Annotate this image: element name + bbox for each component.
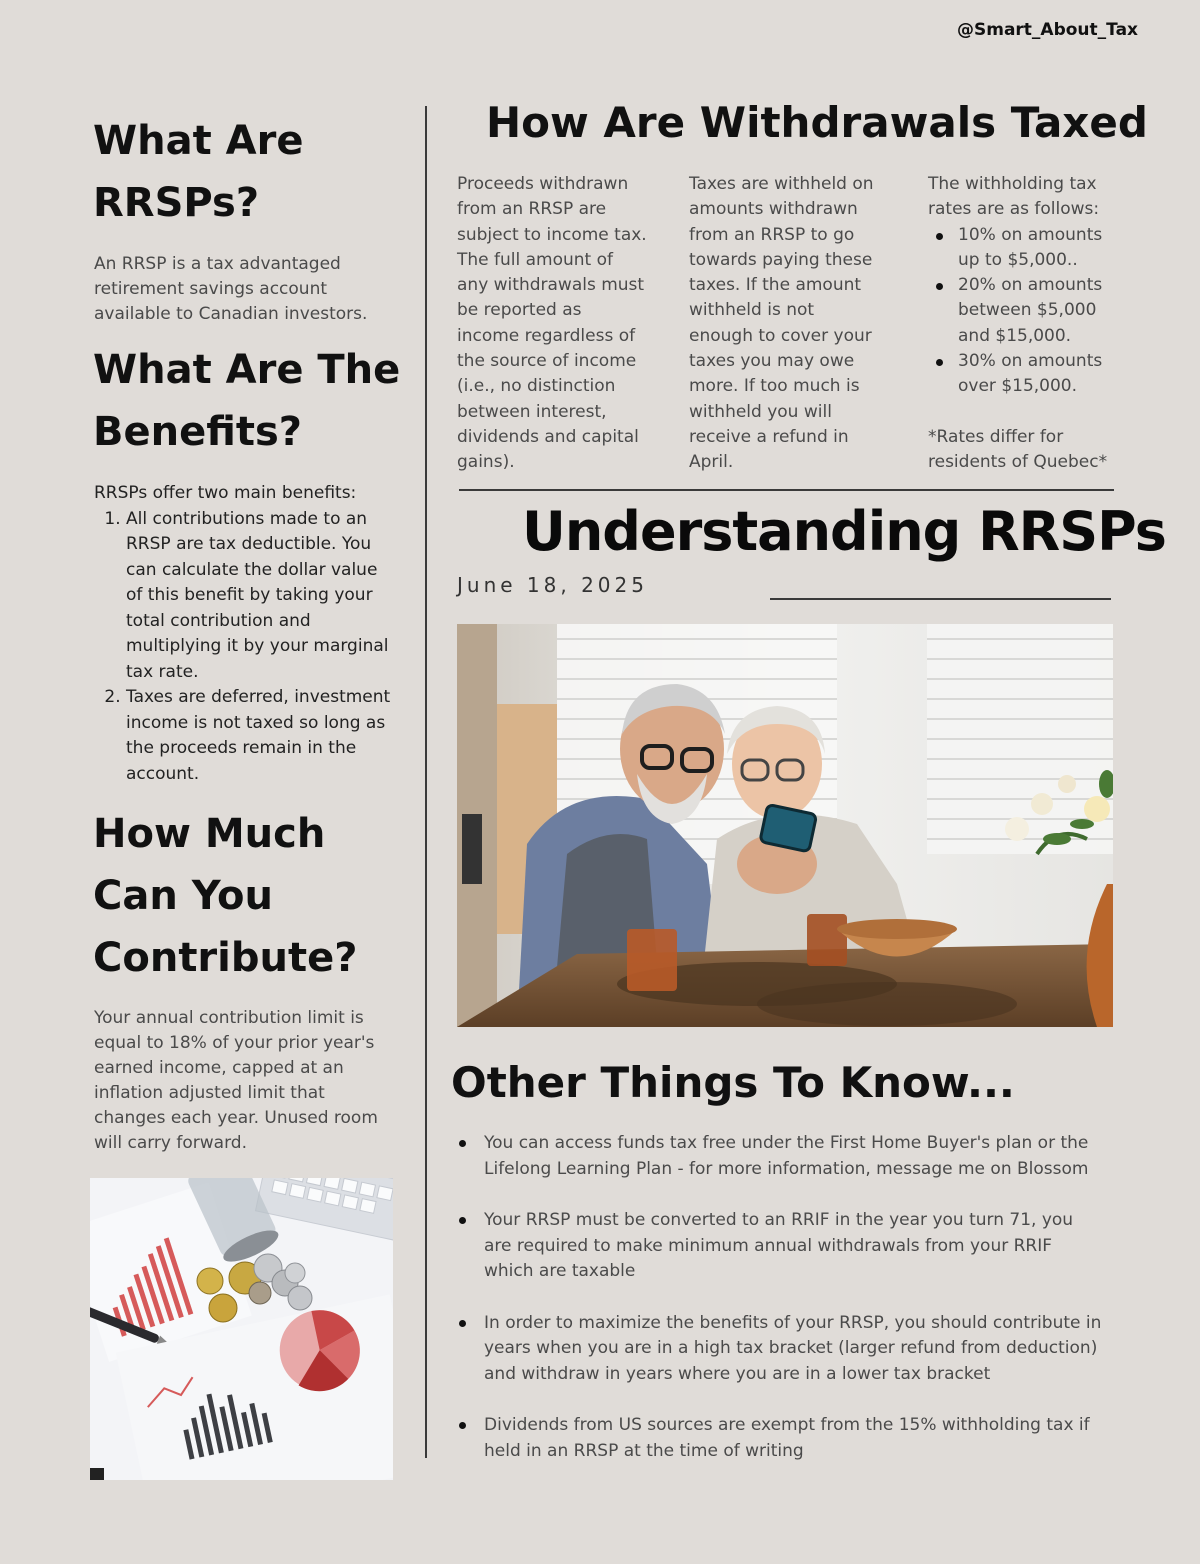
withdrawals-col3	[928, 172, 1118, 475]
coins-chart-photo	[90, 1178, 393, 1480]
heading-line: What Are The	[93, 347, 401, 393]
heading-line: What Are	[93, 118, 304, 164]
date-underline	[770, 598, 1111, 600]
list-item: 20% on amounts between $5,000 and $15,000.	[958, 273, 1118, 349]
benefits-list	[94, 507, 394, 788]
list-item: In order to maximize the benefits of your RRSP, you should contribute in years when you are in a high tax bracket (larger refund from deduction) and withdraw in years where you are in a lower tax bracket	[484, 1311, 1102, 1388]
seniors-phone-photo	[457, 624, 1113, 1027]
rates-list	[928, 223, 1118, 400]
list-item: Dividends from US sources are exempt from the 15% withholding tax if held in an RRSP at the time of writing	[484, 1413, 1102, 1464]
contribute-body: Your annual contribution limit is equal to 18% of your prior year's earned income, capped at an inflation adjusted limit that changes each year. Unused room will carry forward.	[94, 1008, 378, 1153]
heading-line: How Much	[93, 811, 326, 857]
section-what-are-rrsps	[93, 110, 393, 234]
publish-date: June 18, 2025	[457, 573, 648, 597]
heading-withdrawals: How Are Withdrawals Taxed	[486, 98, 1148, 147]
list-item: 1. All contributions made to an RRSP are tax deductible. You can calculate the dollar value of this benefit by taking your total contribution and multiplying it by your marginal tax rate.	[126, 507, 394, 686]
list-item: 2. Taxes are deferred, investment income is not taxed so long as the proceeds remain in the account.	[126, 685, 394, 787]
list-item: You can access funds tax free under the First Home Buyer's plan or the Lifelong Learning Plan - for more information, message me on Blossom	[484, 1131, 1102, 1182]
quebec-note: *Rates differ for residents of Quebec*	[928, 426, 1108, 472]
heading-what-are-rrsps	[93, 110, 393, 234]
section-contribute	[93, 803, 413, 989]
other-things-list	[452, 1131, 1102, 1464]
vertical-divider	[425, 106, 427, 1458]
list-item: 10% on amounts up to $5,000..	[958, 223, 1118, 274]
other-things-section	[452, 1131, 1102, 1490]
rates-intro: The withholding tax rates are as follows:	[928, 174, 1100, 220]
heading-contribute	[93, 803, 413, 989]
social-handle: @Smart_About_Tax	[956, 20, 1138, 40]
list-item: Your RRSP must be converted to an RRIF in the year you turn 71, you are required to make minimum annual withdrawals from your RRIF which are taxable	[484, 1208, 1102, 1285]
heading-other-things: Other Things To Know...	[451, 1058, 1015, 1107]
what-are-rrsps-body: An RRSP is a tax advantaged retirement savings account available to Canadian investors.	[94, 254, 368, 324]
heading-line: Can You	[93, 873, 273, 919]
heading-benefits	[93, 339, 413, 463]
heading-line: RRSPs?	[93, 180, 260, 226]
heading-line: Contribute?	[93, 935, 358, 981]
heading-line: Benefits?	[93, 409, 303, 455]
page-title: Understanding RRSPs	[522, 500, 1166, 563]
withdrawals-col1: Proceeds withdrawn from an RRSP are subject to income tax. The full amount of any withdrawals must be reported as income regardless of the source of income (i.e., no distinction between interest, dividends and capital gains).	[457, 174, 647, 473]
section-benefits	[93, 339, 413, 463]
benefits-body	[94, 481, 394, 787]
benefits-intro: RRSPs offer two main benefits:	[94, 483, 357, 503]
list-item: 30% on amounts over $15,000.	[958, 349, 1118, 400]
withdrawals-col2: Taxes are withheld on amounts withdrawn from an RRSP to go towards paying these taxes. If the amount withheld is not enough to cover your taxes you may owe more. If too much is withheld you will receive a refund in April.	[689, 174, 874, 473]
horizontal-divider	[459, 489, 1114, 491]
